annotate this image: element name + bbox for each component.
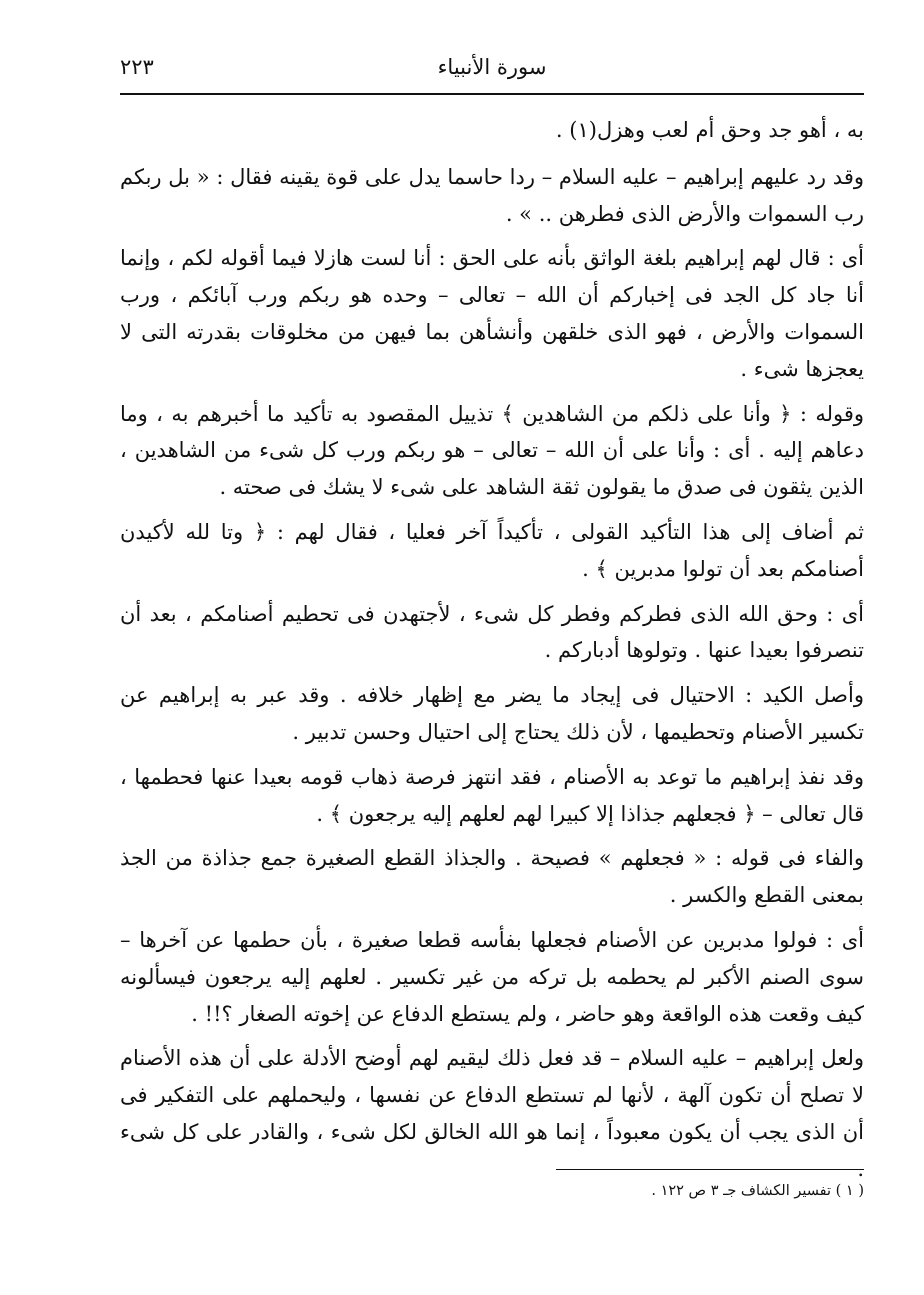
paragraph: وقوله : ﴿ وأنا على ذلكم من الشاهدين ﴾ تذييل المقصود به تأكيد ما أخبرهم به ، وما دعاهم إليه . أى : وأنا على أن الله – تعالى – هو ربكم ورب كل شىء من الشاهدين ، الذين يثقون فى صدق ما يقولون ثقة الشاهد على شىء لا يشك فى صحته .: [120, 401, 864, 500]
page-header: [120, 55, 864, 89]
paragraph: ولعل إبراهيم – عليه السلام – قد فعل ذلك ليقيم لهم أوضح الأدلة على أن هذه الأصنام لا تصلح أن تكون آلهة ، لأنها لم تستطع الدفاع عن نفسها ، وليحملهم على التفكير فى أن الذى يجب أن يكون معبوداً ، إنما هو الله الخالق لكل شىء ، والقادر على كل شىء .: [120, 1046, 864, 1181]
paragraph: وقد رد عليهم إبراهيم – عليه السلام – ردا حاسما يدل على قوة يقينه فقال : « بل ربكم رب السموات والأرض الذى فطرهن .. » .: [120, 164, 864, 226]
paragraph: أى : وحق الله الذى فطركم وفطر كل شىء ، لأجتهدن فى تحطيم أصنامكم ، بعد أن تنصرفوا بعيدا عنها . وتولوها أدباركم .: [120, 601, 864, 663]
paragraph: أى : فولوا مدبرين عن الأصنام فجعلها بفأسه قطعا صغيرة ، بأن حطمها عن آخرها – سوى الصنم الأكبر لم يحطمه بل تركه من غير تكسير . لعلهم إليه يرجعون فيسألونه كيف وقعت هذه الواقعة وهو حاضر ، ولم يستطع الدفاع عن إخوته الصغار ؟!! .: [120, 927, 864, 1026]
paragraph: والفاء فى قوله : « فجعلهم » فصيحة . والجذاذ القطع الصغيرة جمع جذاذة من الجذ بمعنى القطع والكسر .: [120, 846, 864, 908]
surah-title: سورة الأنبياء: [437, 55, 547, 79]
paragraph: ثم أضاف إلى هذا التأكيد القولى ، تأكيداً آخر فعليا ، فقال لهم : ﴿ وتا لله لأكيدن أصنامكم بعد أن تولوا مدبرين ﴾ .: [120, 519, 864, 581]
page-number: ٢٢٣: [120, 55, 154, 79]
header-divider: [120, 93, 864, 95]
footnote-divider: [556, 1169, 864, 1170]
paragraph: أى : قال لهم إبراهيم بلغة الواثق بأنه على الحق : أنا لست هازلا فيما أقوله لكم ، وإنما أنا جاد كل الجد فى إخباركم أن الله – تعالى – وحده هو ربكم ورب آبائكم ، ورب السموات والأرض ، فهو الذى خلقهن وأنشأهن بما فيهن من مخلوقات بقدرته التى لا يعجزها شىء .: [120, 246, 864, 381]
page-body: [120, 112, 864, 1196]
footnote: ( ١ ) تفسير الكشاف جـ ٣ ص ١٢٢ .: [651, 1183, 864, 1199]
paragraph: وقد نفذ إبراهيم ما توعد به الأصنام ، فقد انتهز فرصة ذهاب قومه بعيدا عنها فحطمها ، قال تعالى – ﴿ فجعلهم جذاذا إلا كبيرا لهم لعلهم إليه يرجعون ﴾ .: [120, 764, 864, 826]
paragraph: به ، أهو جد وحق أم لعب وهزل(١) .: [555, 118, 864, 142]
paragraph: وأصل الكيد : الاحتيال فى إيجاد ما يضر مع إظهار خلافه . وقد عبر به إبراهيم عن تكسير الأصنام وتحطيمها ، لأن ذلك يحتاج إلى احتيال وحسن تدبير .: [120, 683, 864, 744]
